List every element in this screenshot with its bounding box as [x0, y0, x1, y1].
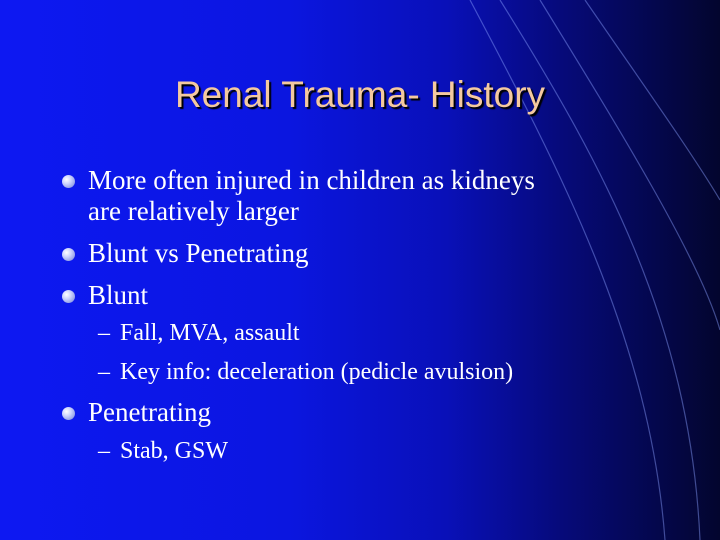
sub-bullet-text: Key info: deceleration (pedicle avulsion) — [120, 359, 514, 385]
bullet-dot-icon — [62, 407, 75, 420]
dash-icon: – — [98, 438, 110, 464]
sub-bullet-item — [98, 357, 514, 387]
sub-bullet-item — [98, 318, 300, 348]
bullet-item — [88, 238, 308, 269]
bullet-text: Blunt — [88, 280, 149, 310]
dash-icon: – — [98, 320, 110, 346]
decor-curve-3 — [540, 0, 720, 330]
sub-bullet-text: Fall, MVA, assault — [120, 320, 300, 346]
bullet-text: are relatively larger — [88, 196, 299, 226]
bullet-dot-icon — [62, 290, 75, 303]
sub-bullet-item — [98, 436, 228, 466]
dash-icon: – — [98, 359, 110, 385]
bullet-item — [88, 165, 535, 196]
bullet-dot-icon — [62, 248, 75, 261]
bullet-dot-icon — [62, 175, 75, 188]
slide-title: Renal Trauma- History — [174, 74, 546, 115]
bullet-text: More often injured in children as kidneys — [88, 165, 535, 195]
bullet-continuation — [88, 196, 299, 227]
bullet-text: Penetrating — [88, 397, 211, 427]
bullet-item — [88, 280, 148, 311]
bullet-item — [88, 397, 211, 428]
sub-bullet-text: Stab, GSW — [120, 438, 228, 464]
bullet-text: Blunt vs Penetrating — [88, 238, 309, 268]
